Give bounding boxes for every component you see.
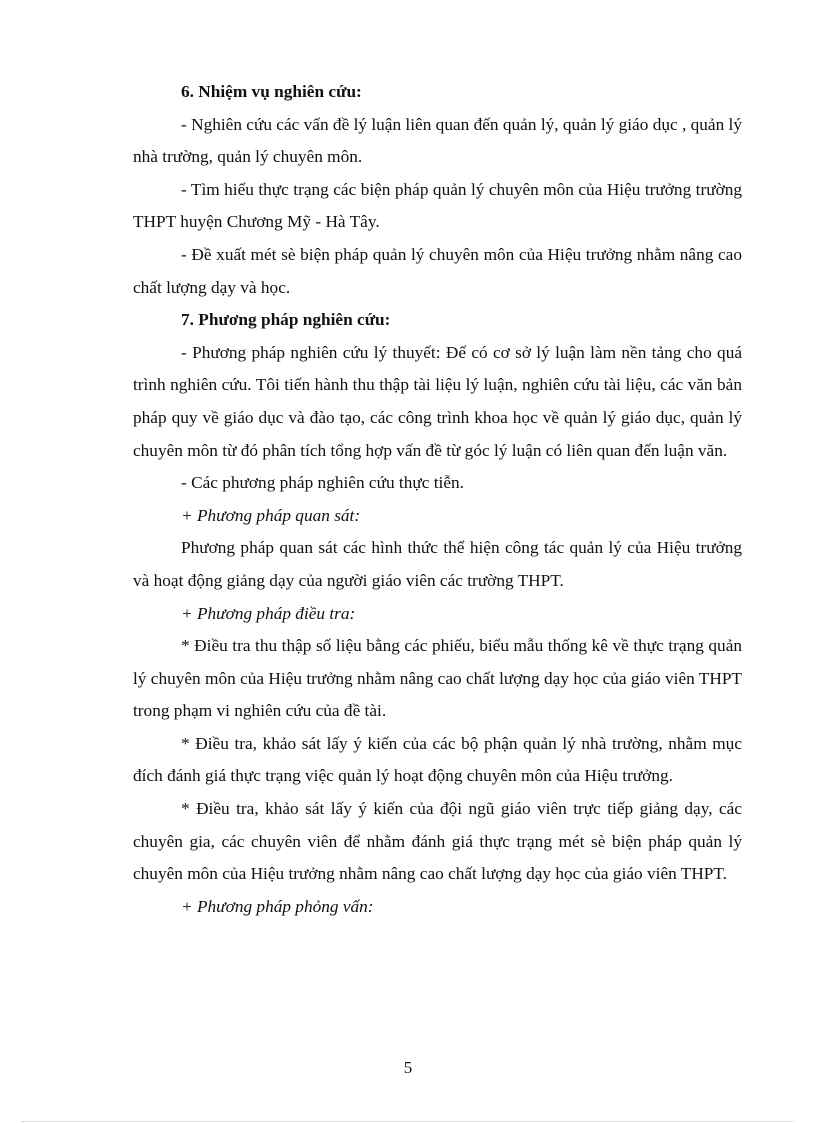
subheading-observation: + Phương pháp quan sát: xyxy=(181,505,361,525)
paragraph-task-theory: - Nghiên cứu các vấn đề lý luận liên quan đến quản lý, quản lý giáo dục , quản lý nhà trường, quản lý chuyên môn. xyxy=(133,114,742,167)
paragraph-investigation-data: * Điều tra thu thập số liệu bằng các phiếu, biểu mẫu thống kê về thực trạng quản lý chuyên môn của Hiệu trưởng nhằm nâng cao chất lượng dạy học của giáo viên THPT trong phạm vi nghiên cứu của đề tài. xyxy=(133,636,742,721)
paragraph-investigation-management: * Điều tra, khảo sát lấy ý kiến của các bộ phận quản lý nhà trường, nhằm mục đích đánh giá thực trạng việc quản lý hoạt động chuyên môn của Hiệu trưởng. xyxy=(133,733,742,786)
subheading-investigation: + Phương pháp điều tra: xyxy=(181,603,356,623)
paragraph-task-proposal: - Đề xuất mét sè biện pháp quản lý chuyên môn của Hiệu trưởng nhằm nâng cao chất lượng dạy và học. xyxy=(133,244,742,297)
paragraph-task-survey: - Tìm hiểu thực trạng các biện pháp quản lý chuyên môn của Hiệu trưởng trường THPT huyện Chương Mỹ - Hà Tây. xyxy=(133,179,742,232)
paragraph-observation: Phương pháp quan sát các hình thức thể hiện công tác quản lý của Hiệu trưởng và hoạt động giảng dạy của người giáo viên các trường THPT. xyxy=(133,538,742,590)
footer-divider xyxy=(22,1121,794,1122)
paragraph-method-theoretical: - Phương pháp nghiên cứu lý thuyết: Để có cơ sở lý luận làm nền tảng cho quá trình nghiên cứu. Tôi tiến hành thu thập tài liệu lý luận, nghiên cứu tài liệu, các văn bản pháp quy về giáo dục và đào tạo, các công trình khoa học về quản lý giáo dục, quản lý chuyên môn từ đó phân tích tổng hợp vấn đề từ góc lý luận có liên quan đến luận văn. xyxy=(133,342,742,460)
document-body xyxy=(133,76,742,923)
section-heading-research-tasks: 6. Nhiệm vụ nghiên cứu: xyxy=(181,82,362,101)
subheading-interview: + Phương pháp phỏng vấn: xyxy=(181,896,374,916)
page-number: 5 xyxy=(403,1058,413,1077)
paragraph-investigation-teachers: * Điều tra, khảo sát lấy ý kiến của đội ngũ giáo viên trực tiếp giảng dạy, các chuyên gia, các chuyên viên để nhằm đánh giá thực trạng mét sè biện pháp quản lý chuyên môn của Hiệu trưởng nhằm nâng cao chất lượng dạy học của giáo viên THPT. xyxy=(133,799,742,884)
section-heading-research-methods: 7. Phương pháp nghiên cứu: xyxy=(181,310,391,330)
paragraph-method-practical: - Các phương pháp nghiên cứu thực tiễn. xyxy=(181,473,464,493)
